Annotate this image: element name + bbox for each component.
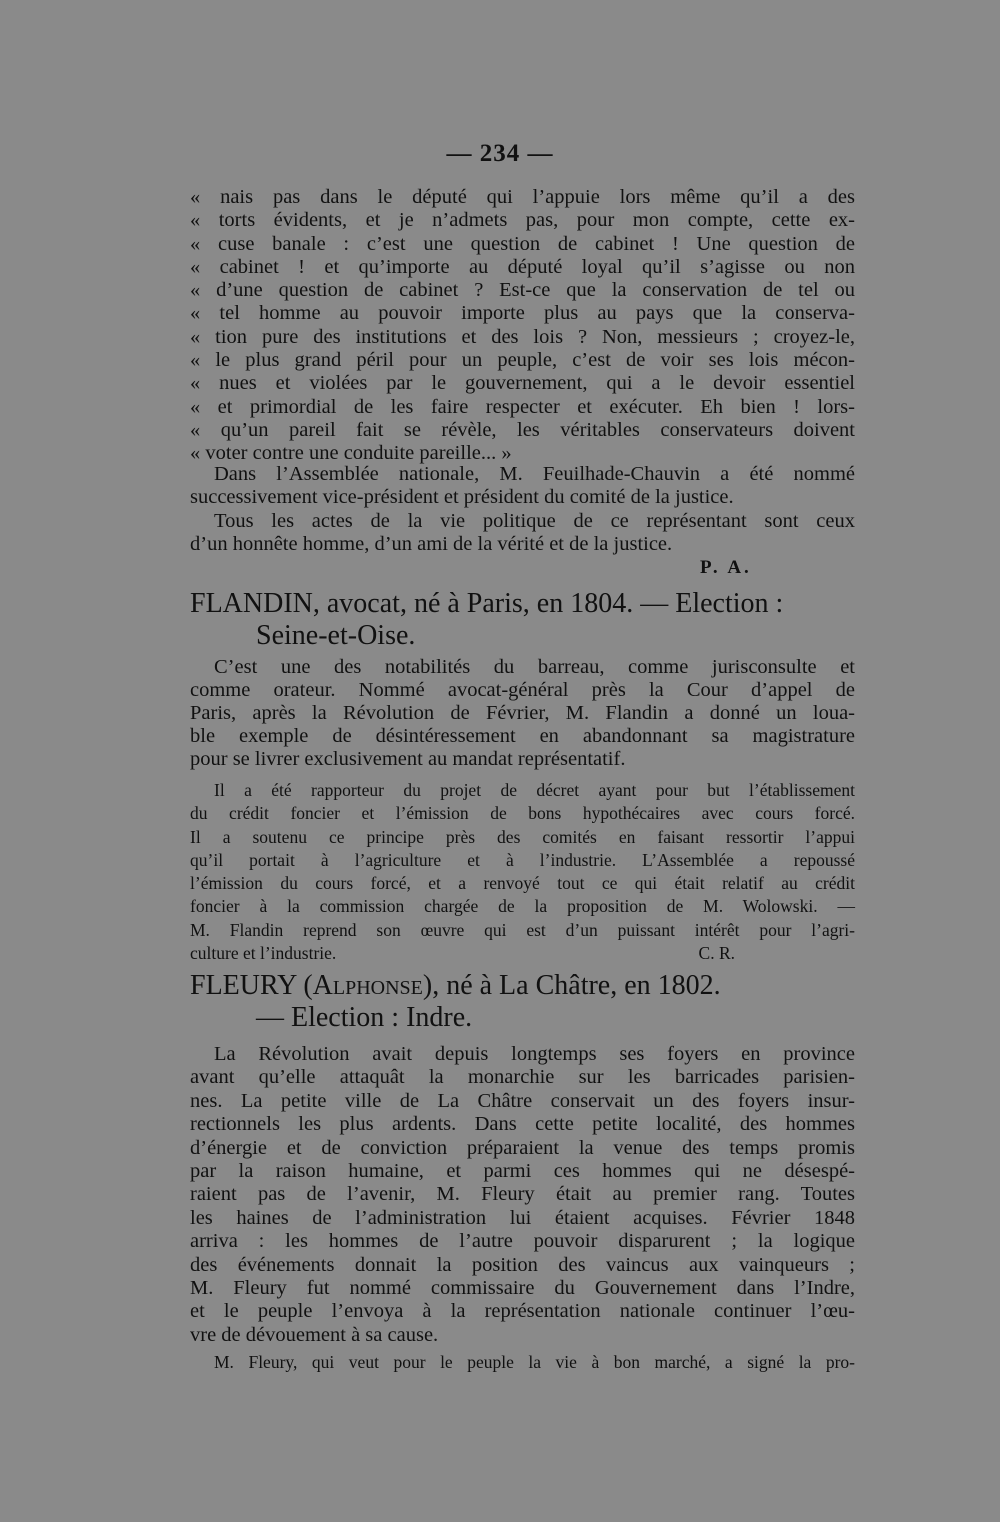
heading-name: FLEURY [190,970,297,1001]
paragraph-line: Il a été rapporteur du projet de décret ayant pour but l’établissement [214,780,855,800]
paragraph-line: rectionnels les plus ardents. Dans cette petite localité, des hommes [190,1113,855,1136]
paragraph-line: avant qu’elle attaquât la monarchie sur les barricades parisien- [190,1066,855,1089]
paragraph-line: Il a soutenu ce principe près des comités en faisant ressortir l’appui [190,826,855,847]
heading-details: , né à La Châtre, en 1802. [432,970,721,1001]
paragraph-line-text: culture et l’industrie. [190,943,337,964]
paragraph-line: nes. La petite ville de La Châtre conservait un des foyers insur- [190,1089,855,1112]
paragraph-line: foncier à la commission chargée de la proposition de M. Wolowski. — [190,896,855,917]
quote-line: « qu’un pareil fait se révèle, les véritables conservateurs doivent [190,418,855,441]
paragraph-line: l’émission du cours forcé, et a renvoyé tout ce qui était relatif au crédit [190,873,855,894]
paragraph-line: Dans l’Assemblée nationale, M. Feuilhade-Chauvin a été nommé [214,463,855,485]
paragraph-line: d’énergie et de conviction préparaient la venue des temps promis [190,1136,855,1159]
paragraph-line: C’est une des notabilités du barreau, comme jurisconsulte et [214,656,855,678]
heading-firstname: (Alphonse) [303,970,433,1001]
paragraph-line: M. Fleury, qui veut pour le peuple la vie à bon marché, a signé la pro- [214,1352,855,1372]
quote-line: « torts évidents, et je n’admets pas, pour mon compte, cette ex- [190,209,855,232]
quote-line: « tel homme au pouvoir importe plus au pays que la conserva- [190,302,855,325]
quote-line: « le plus grand péril pour un peuple, c’est de voir ses lois mécon- [190,349,855,372]
paragraph-line: qu’il portait à l’agriculture et à l’industrie. L’Assemblée a repoussé [190,849,855,870]
paragraph-line: Tous les actes de la vie politique de ce représentant sont ceux [214,510,855,532]
entry-heading-flandin [190,588,870,652]
quote-line: « cuse banale : c’est une question de cabinet ! Une question de [190,232,855,255]
flandin-paragraph-1 [190,656,855,771]
fleury-paragraph-1 [190,1043,855,1347]
paragraph-line: La Révolution avait depuis longtemps ses foyers en province [214,1043,855,1065]
paragraph-line: les haines de l’administration lui étaient acquises. Février 1848 [190,1206,855,1229]
feuilhade-paragraph-1 [190,463,855,509]
paragraph-line: arriva : les hommes de l’autre pouvoir disparurent ; la logique [190,1230,855,1253]
quote-line: « et primordial de les faire respecter et exécuter. Eh bien ! lors- [190,395,855,418]
heading-line: Seine-et-Oise. [256,620,416,651]
fleury-paragraph-2 [190,1351,855,1373]
paragraph-line: Paris, après la Révolution de Février, M. Flandin a donné un loua- [190,702,855,724]
quote-line: « d’une question de cabinet ? Est-ce que la conservation de tel ou [190,279,855,302]
paragraph-line [190,942,855,965]
paragraph-line: raient pas de l’avenir, M. Fleury était au premier rang. Toutes [190,1183,855,1206]
author-signature: P. A. [700,557,752,578]
page-number: — 234 — [446,140,554,167]
quote-line: « voter contre une conduite pareille... » [190,442,512,465]
paragraph-line: M. Fleury fut nommé commissaire du Gouvernement dans l’Indre, [190,1277,855,1300]
paragraph-line: comme orateur. Nommé avocat-général près la Cour d’appel de [190,679,855,701]
paragraph-line: ble exemple de désintéressement en abandonnant sa magistrature [190,725,855,747]
entry-heading-fleury [190,970,870,1034]
flandin-paragraph-2 [190,779,855,965]
paragraph-line: M. Flandin reprend son œuvre qui est d’un puissant intérêt pour l’agri- [190,919,855,940]
paragraph-line: des événements donnait la position des vaincus aux vainqueurs ; [190,1253,855,1276]
heading-line: FLANDIN, avocat, né à Paris, en 1804. — Election : [190,588,784,619]
feuilhade-paragraph-2 [190,510,855,556]
paragraph-line: par la raison humaine, et parmi ces hommes qui ne désespé- [190,1160,855,1183]
paragraph-line: successivement vice-président et président du comité de la justice. [190,486,734,508]
paragraph-line: du crédit foncier et l’émission de bons hypothécaires avec cours forcé. [190,803,855,824]
heading-line [190,970,721,1001]
heading-line: — Election : Indre. [256,1002,473,1033]
paragraph-line: pour se livrer exclusivement au mandat représentatif. [190,748,626,770]
quote-line: « cabinet ! et qu’importe au député loyal qu’il s’agisse ou non [190,255,855,278]
quote-line: « tion pure des institutions et des lois ? Non, messieurs ; croyez-le, [190,325,855,348]
paragraph-line: vre de dévouement à sa cause. [190,1323,439,1346]
paragraph-line: et le peuple l’envoya à la représentation nationale continuer l’œu- [190,1300,855,1323]
paragraph-line: d’un honnête homme, d’un ami de la vérité et de la justice. [190,533,673,555]
quote-line: « nais pas dans le député qui l’appuie lors même qu’il a des [190,186,855,208]
quotation-block [190,186,855,466]
author-signature: C. R. [698,943,735,964]
quote-line: « nues et violées par le gouvernement, qui a le devoir essentiel [190,372,855,395]
